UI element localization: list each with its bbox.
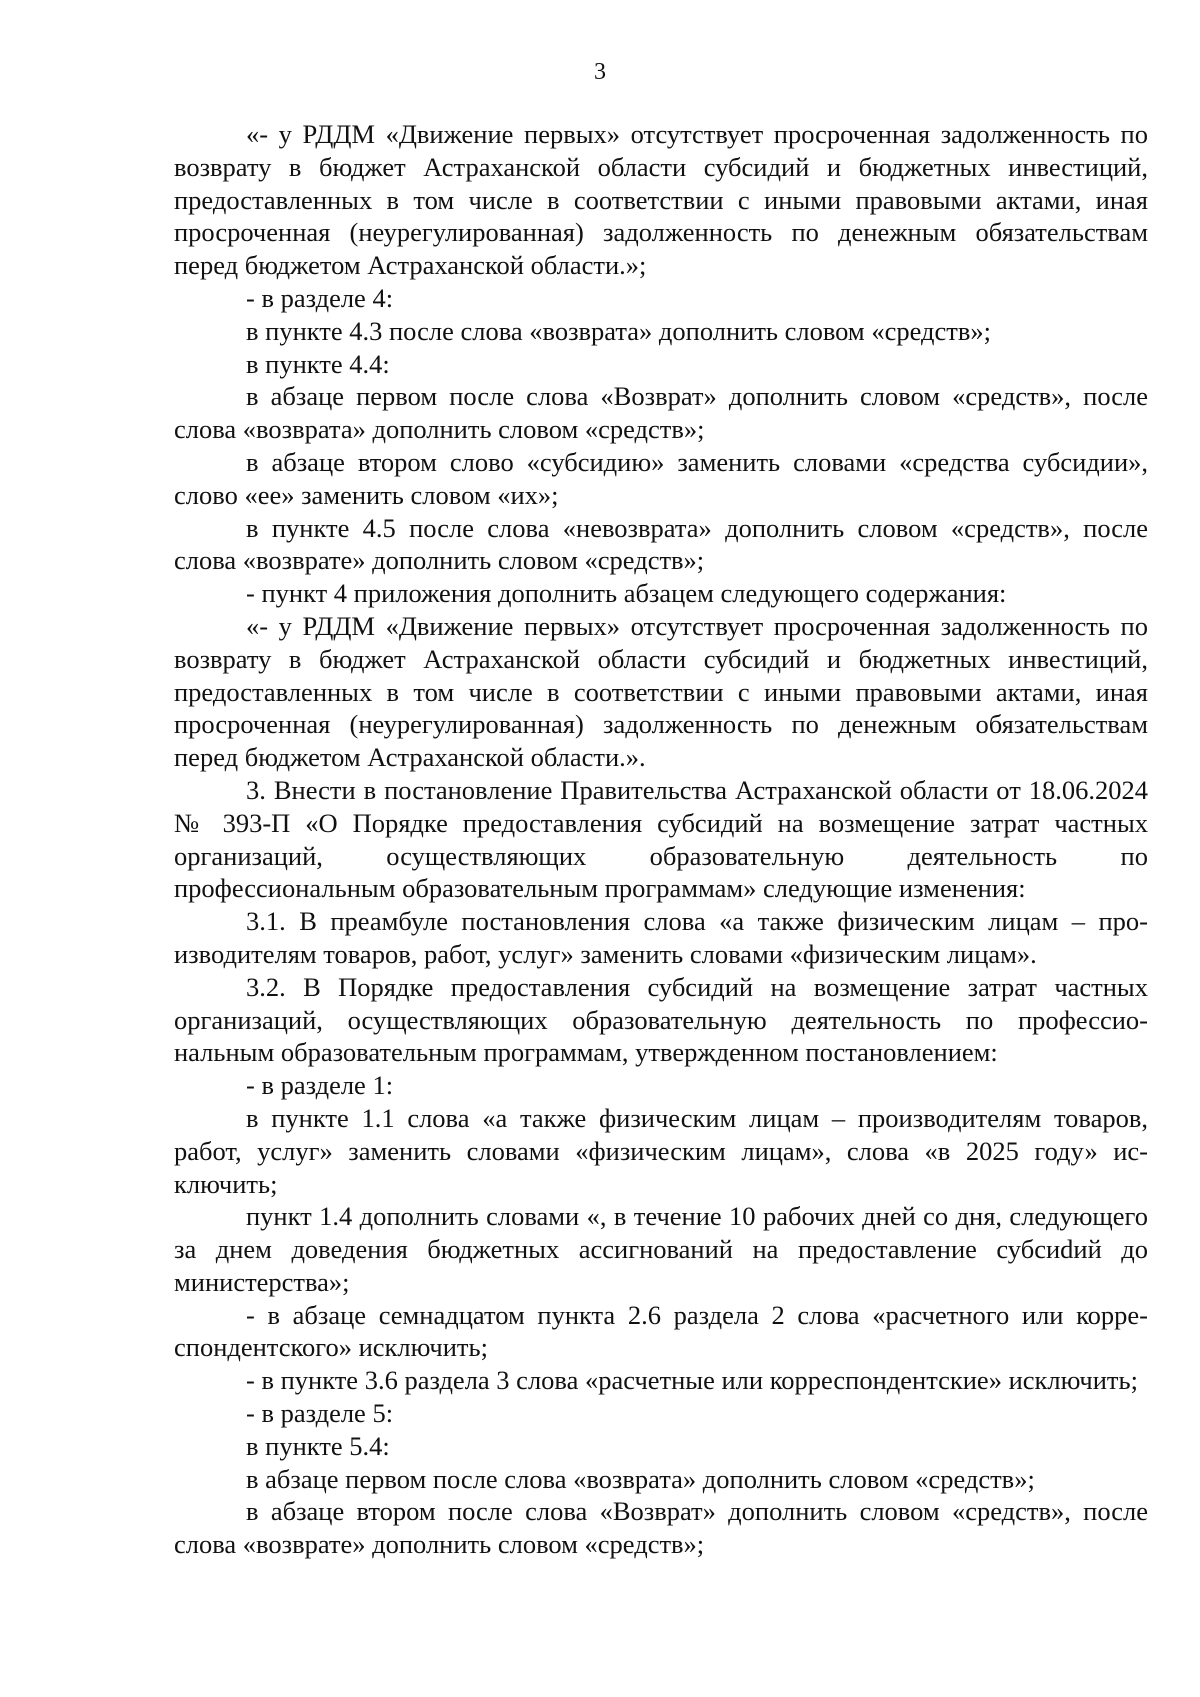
paragraph: 3. Внести в постановление Правительства Астраханской области от 18.06.2024 № 393-П «О Порядке предоставления субсидий на возмещение затрат частных организаций, осуществляющих образовательную деятельность по профессиональным образовательным программам» следующие изменения: <box>174 774 1148 904</box>
paragraph: 3.1. В преамбуле постановления слова «а также физическим лицам – производителям товаров, работ, услуг» заменить словами «физическим лицам». <box>174 906 1148 969</box>
paragraph: пункт 1.4 дополнить словами «, в течение 10 рабочих дней со дня, следующего за днем доведения бюджетных ассигнований на предоставление субсиdий до министерства»; <box>174 1201 1148 1297</box>
paragraph: - в разделе 5: <box>246 1398 394 1429</box>
document-body <box>174 118 1148 1561</box>
paragraph: - в разделе 4: <box>246 282 394 313</box>
page-number: 3 <box>594 59 606 85</box>
paragraph: в пункте 5.4: <box>246 1430 390 1461</box>
paragraph: «- у РДДМ «Движение первых» отсутствует просроченная задолженность по возврату в бюджет Астраханской области субсидий и бюджетных инвестиций, предоставленных в том числе в соответствии с иными правовыми актами, иная просроченная (неурегулированная) задолженность по денежным обязательствам перед бюджетом Астраханской области.». <box>174 610 1148 773</box>
paragraph: в абзаце первом после слова «возврата» дополнить словом «средств»; <box>246 1463 1035 1494</box>
paragraph: в пункте 1.1 слова «а также физическим лицам – производителям товаров, работ, услуг» заменить словами «физическим лицам», слова «в 2025 году» исключить; <box>174 1102 1148 1199</box>
paragraph: в пункте 4.3 после слова «возврата» дополнить словом «средств»; <box>246 315 991 346</box>
paragraph: в абзаце втором слово «субсидию» заменить словами «средства субсидии», слово «ее» заменить словом «их»; <box>174 446 1148 510</box>
paragraph: - пункт 4 приложения дополнить абзацем следующего содержания: <box>246 578 1007 609</box>
paragraph: в пункте 4.5 после слова «невозврата» дополнить словом «средств», после слова «возврате» дополнить словом «средств»; <box>174 512 1148 576</box>
paragraph: в абзаце первом после слова «Возврат» дополнить словом «средств», после слова «возврата» дополнить словом «средств»; <box>174 381 1148 445</box>
paragraph: в абзаце втором после слова «Возврат» дополнить словом «средств», после слова «возврате» дополнить словом «средств»; <box>174 1496 1148 1560</box>
paragraph: - в абзаце семнадцатом пункта 2.6 раздела 2 слова «расчетного или корреспондентского» исключить; <box>174 1299 1148 1363</box>
paragraph: «- у РДДМ «Движение первых» отсутствует просроченная задолженность по возврату в бюджет Астраханской области субсидий и бюджетных инвестиций, предоставленных в том числе в соответствии с иными правовыми актами, иная просроченная (неурегулированная) задолженность по денежным обязательствам перед бюджетом Астраханской области.»; <box>174 119 1148 281</box>
paragraph: - в пункте 3.6 раздела 3 слова «расчетные или корреспондентские» исключить; <box>246 1365 1138 1396</box>
paragraph: 3.2. В Порядке предоставления субсидий на возмещение затрат частных организаций, осуществляющих образовательную деятельность по профессиональным образовательным программам, утвержденном постановлением: <box>174 971 1148 1068</box>
paragraph: в пункте 4.4: <box>246 348 390 379</box>
paragraph: - в разделе 1: <box>246 1070 394 1101</box>
